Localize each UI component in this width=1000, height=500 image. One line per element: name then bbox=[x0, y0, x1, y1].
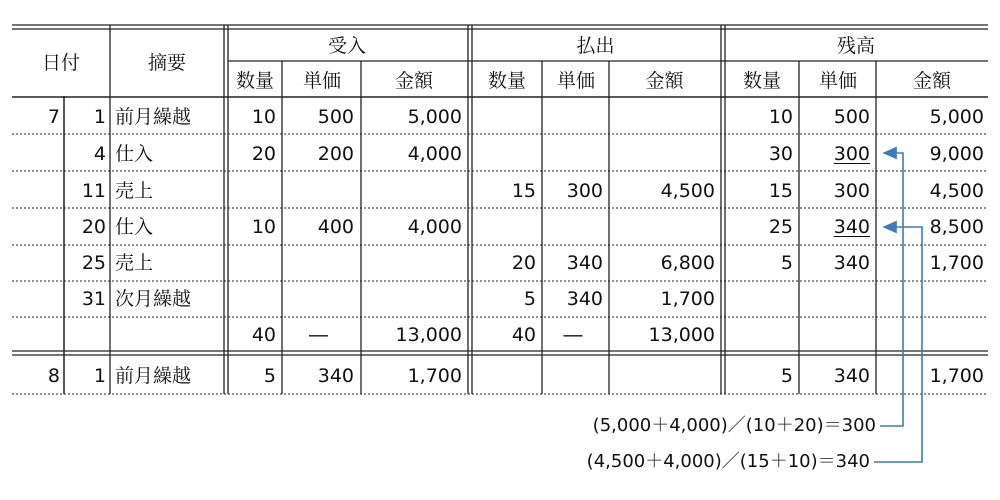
cell-payments-qty: 15 bbox=[511, 180, 536, 202]
cell-receipts-price: 200 bbox=[317, 143, 354, 165]
cell-payments-amount: 13,000 bbox=[648, 324, 715, 346]
cell-balance-amount: 1,700 bbox=[929, 365, 984, 387]
header-balance-price: 単価 bbox=[818, 70, 857, 92]
cell-summary: 売上 bbox=[115, 180, 154, 202]
header-payments: 払出 bbox=[576, 35, 615, 57]
cell-receipts-qty: 10 bbox=[251, 106, 276, 128]
cell-month: 7 bbox=[47, 106, 60, 128]
header-summary: 摘要 bbox=[147, 52, 186, 74]
cell-balance-amount: 1,700 bbox=[929, 252, 984, 274]
header-receipts-price: 単価 bbox=[302, 70, 341, 92]
cell-balance-price: 500 bbox=[833, 106, 870, 128]
header-receipts-qty: 数量 bbox=[235, 70, 274, 92]
header-balance: 残高 bbox=[836, 35, 875, 57]
cell-payments-price: 340 bbox=[566, 288, 603, 310]
cell-receipts-amount: 4,000 bbox=[407, 216, 462, 238]
cell-summary: 次月繰越 bbox=[115, 288, 192, 310]
cell-balance-amount: 5,000 bbox=[929, 106, 984, 128]
cell-receipts-qty: 5 bbox=[263, 365, 276, 387]
cell-receipts-qty: 20 bbox=[251, 143, 276, 165]
cell-balance-price: 340 bbox=[833, 216, 870, 238]
cell-receipts-amount: 13,000 bbox=[395, 324, 462, 346]
cell-balance-price: 340 bbox=[833, 252, 870, 274]
cell-receipts-amount: 4,000 bbox=[407, 143, 462, 165]
cell-balance-qty: 15 bbox=[768, 180, 793, 202]
header-receipts-amount: 金額 bbox=[394, 70, 433, 92]
header-date: 日付 bbox=[41, 52, 80, 74]
cell-payments-qty: 20 bbox=[511, 252, 536, 274]
cell-payments-price: 300 bbox=[566, 180, 603, 202]
cell-balance-amount: 4,500 bbox=[929, 180, 984, 202]
cell-payments-amount: 6,800 bbox=[660, 252, 715, 274]
header-payments-qty: 数量 bbox=[487, 70, 526, 92]
cell-payments-amount: 1,700 bbox=[660, 288, 715, 310]
cell-receipts-price: 400 bbox=[317, 216, 354, 238]
cell-summary: 売上 bbox=[115, 252, 154, 274]
cell-summary: 前月繰越 bbox=[115, 365, 192, 387]
cell-month: 8 bbox=[47, 365, 60, 387]
header-balance-qty: 数量 bbox=[742, 70, 781, 92]
cell-balance-price: 300 bbox=[833, 143, 870, 165]
cell-day: 1 bbox=[93, 106, 106, 128]
cell-balance-qty: 5 bbox=[780, 365, 793, 387]
cell-receipts-amount: 5,000 bbox=[407, 106, 462, 128]
cell-day: 11 bbox=[81, 180, 106, 202]
cell-summary: 仕入 bbox=[115, 143, 154, 165]
cell-day: 25 bbox=[81, 252, 106, 274]
cell-balance-amount: 9,000 bbox=[929, 143, 984, 165]
cell-summary: 前月繰越 bbox=[115, 106, 192, 128]
cell-balance-qty: 25 bbox=[768, 216, 793, 238]
cell-summary: 仕入 bbox=[115, 216, 154, 238]
cell-balance-qty: 30 bbox=[768, 143, 793, 165]
cell-payments-price: 340 bbox=[566, 252, 603, 274]
cell-payments-amount: 4,500 bbox=[660, 180, 715, 202]
cell-balance-price: 340 bbox=[833, 365, 870, 387]
calc-note-340: (4,500＋4,000)／(15＋10)＝340 bbox=[586, 451, 870, 472]
header-receipts: 受入 bbox=[327, 35, 366, 57]
cell-balance-price: 300 bbox=[833, 180, 870, 202]
cell-receipts-amount: 1,700 bbox=[407, 365, 462, 387]
cell-day: 4 bbox=[93, 143, 106, 165]
cell-day: 31 bbox=[81, 288, 106, 310]
header-payments-amount: 金額 bbox=[645, 70, 684, 92]
cell-receipts-price: 500 bbox=[317, 106, 354, 128]
cell-day: 1 bbox=[93, 365, 106, 387]
cell-receipts-price: ― bbox=[309, 324, 328, 346]
header-balance-amount: 金額 bbox=[912, 70, 951, 92]
cell-payments-qty: 40 bbox=[511, 324, 536, 346]
cell-payments-qty: 5 bbox=[523, 288, 536, 310]
cell-payments-price: ― bbox=[563, 324, 583, 346]
cell-balance-amount: 8,500 bbox=[929, 216, 984, 238]
calc-note-300: (5,000＋4,000)／(10＋20)＝300 bbox=[592, 415, 876, 436]
cell-receipts-qty: 10 bbox=[251, 216, 276, 238]
cell-receipts-price: 340 bbox=[317, 365, 354, 387]
cell-balance-qty: 5 bbox=[780, 252, 793, 274]
header-payments-price: 単価 bbox=[556, 70, 595, 92]
cell-receipts-qty: 40 bbox=[251, 324, 276, 346]
cell-day: 20 bbox=[81, 216, 106, 238]
cell-balance-qty: 10 bbox=[768, 106, 793, 128]
